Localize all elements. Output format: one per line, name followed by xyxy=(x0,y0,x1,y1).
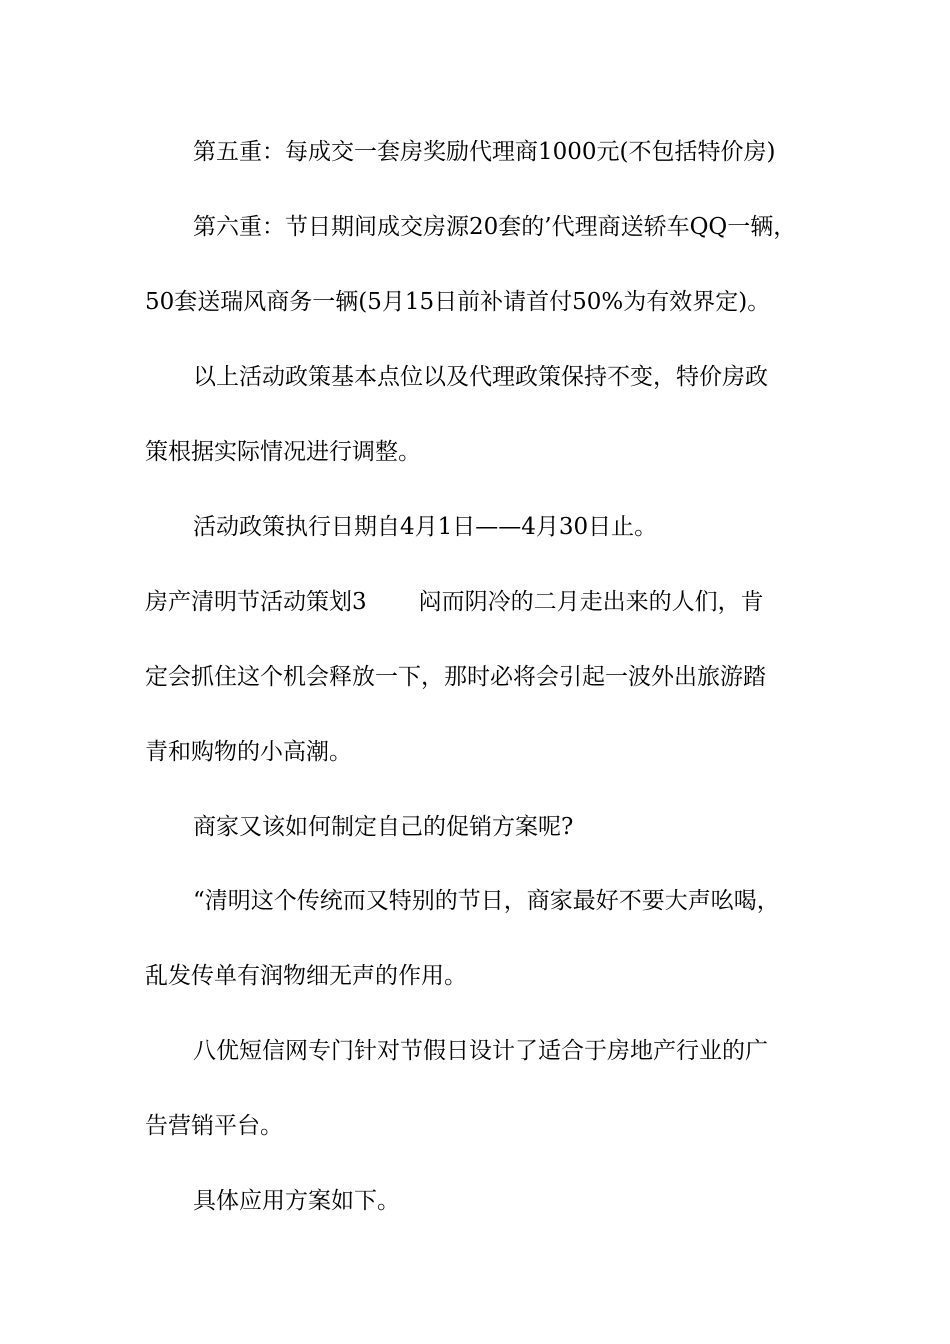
paragraph-line-15: 具体应用方案如下。 xyxy=(193,1188,400,1214)
paragraph-line-5: 策根据实际情况进行调整。 xyxy=(145,439,421,465)
paragraph-line-13: 八优短信网专门针对节假日设计了适合于房地产行业的广 xyxy=(193,1038,768,1064)
paragraph-line-8: 定会抓住这个机会释放一下，那时必将会引起一波外出旅游踏 xyxy=(145,664,766,690)
paragraph-line-9: 青和购物的小高潮。 xyxy=(145,739,352,765)
paragraph-line-12: 乱发传单有润物细无声的作用。 xyxy=(145,963,467,989)
paragraph-line-6: 活动政策执行日期自4月1日——4月30日止。 xyxy=(193,514,658,540)
paragraph-line-4: 以上活动政策基本点位以及代理政策保持不变，特价房政 xyxy=(193,364,768,390)
paragraph-line-10: 商家又该如何制定自己的促销方案呢? xyxy=(193,814,574,840)
paragraph-line-3: 50套送瑞风商务一辆(5月15日前补请首付50%为有效界定)。 xyxy=(145,289,771,315)
section-heading-line xyxy=(145,587,825,617)
paragraph-line-1: 第五重：每成交一套房奖励代理商1000元(不包括特价房) xyxy=(193,139,776,165)
section-heading: 房产清明节活动策划3 xyxy=(145,589,367,615)
paragraph-line-11: “清明这个传统而又特别的节日，商家最好不要大声吆喝， xyxy=(193,888,780,914)
paragraph-line-2: 第六重：节日期间成交房源20套的’代理商送轿车QQ一辆， xyxy=(193,214,797,240)
section-intro-text: 闷而阴冷的二月走出来的人们，肯 xyxy=(418,589,764,615)
paragraph-line-14: 告营销平台。 xyxy=(145,1113,283,1139)
